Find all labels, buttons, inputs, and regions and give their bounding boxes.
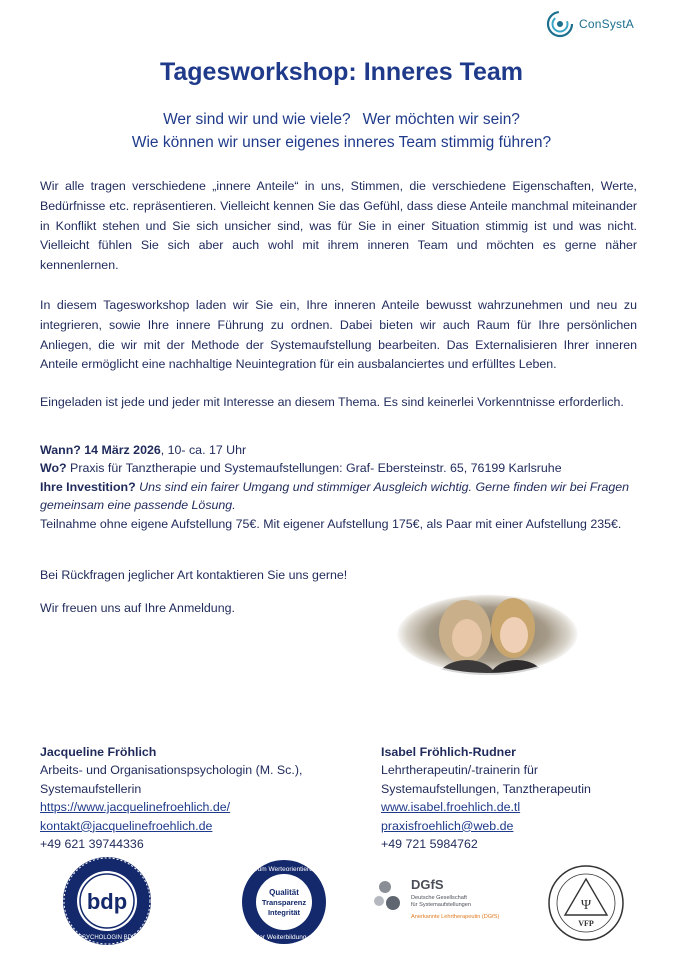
when-label: Wann? 14 März 2026	[40, 443, 161, 457]
subtitle-line-1	[0, 108, 683, 131]
email-link[interactable]: kontakt@jacquelinefroehlich.de	[40, 818, 213, 833]
where-line	[40, 459, 637, 477]
dgfs-abbreviation: DGfS	[411, 877, 444, 892]
event-info	[40, 441, 637, 533]
subtitle-question-1: Wer sind wir und wie viele?	[163, 111, 351, 128]
dgfs-name-line-1: Deutsche Gesellschaft	[411, 895, 467, 901]
contact-question: Bei Rückfragen jeglicher Art kontaktieren Sie uns gerne!	[40, 568, 348, 582]
website-link[interactable]: https://www.jacquelinefroehlich.de/	[40, 800, 231, 815]
contact-isabel	[381, 743, 671, 853]
investment-label: Ihre Investition?	[40, 479, 136, 494]
person-role: Lehrtherapeutin/-trainerin für	[381, 763, 539, 778]
bdp-seal-logo	[58, 855, 156, 947]
person-name: Jacqueline Fröhlich	[40, 745, 157, 759]
forum-seal-line-3: Integrität	[267, 908, 301, 917]
forum-seal-ring-top: Forum Werteorientierung	[247, 866, 321, 873]
forum-werteorientierung-seal	[238, 857, 330, 947]
workshop-paragraph: In diesem Tagesworkshop laden wir Sie ein, Ihre inneren Anteile bewusst wahrzunehmen und neu zu integrieren, sowie Ihre innere Führung zu ordnen. Dabei bieten wir auch Raum für Ihre persönlichen Anliegen, die wir mit der Methode der Systemaufstellung bearbeiten. Das Externalisieren Ihrer inneren Anteile ermöglicht eine nachhaltige Neuintegration für ein ausbalanciertes und erfülltes Leben.	[40, 298, 637, 372]
intro-paragraph: Wir alle tragen verschiedene „innere Anteile“ in uns, Stimmen, die verschiedene Eigenschaften, Werte, Bedürfnisse etc. repräsentieren. Vielleicht kennen Sie das Gefühl, dass diese Anteile manchmal miteinander in Konflikt stehen und Sie sich unsicher sind, was für Sie in einer Situation stimmig ist und was nicht. Vielleicht fühlen Sie sich aber auch wohl mit ihrem inneren Team und möchten es gerne näher kennenlernen.	[40, 179, 637, 273]
where-value: Praxis für Tanztherapie und Systemaufstellungen: Graf- Ebersteinstr. 65, 76199 Karlsruhe	[66, 461, 562, 476]
subtitle	[0, 108, 683, 154]
when-line	[40, 441, 637, 459]
where-label: Wo?	[40, 461, 67, 476]
forum-seal-ring-bottom: in der Weiterbildung e.V.	[248, 934, 320, 941]
dgfs-accreditation: Anerkannte Lehrtherapeutin (DGfS)	[411, 914, 500, 920]
forum-seal-line-1: Qualität	[269, 888, 299, 897]
phone-number: +49 621 39744336	[40, 837, 144, 852]
person-role: Arbeits- und Organisationspsychologin (M. Sc.),	[40, 763, 303, 778]
consysta-swirl-icon	[545, 10, 577, 38]
phone-number: +49 721 5984762	[381, 837, 478, 852]
forum-seal-line-2: Transparenz	[261, 898, 307, 907]
email-link[interactable]: praxisfroehlich@web.de	[381, 818, 514, 833]
dgfs-name-line-2: für Systemaufstellungen	[411, 902, 472, 908]
consysta-logo	[545, 10, 634, 38]
vfp-seal-text: VFP	[578, 919, 594, 928]
investment-value: Uns sind ein fairer Umgang und stimmiger Ausgleich wichtig. Gerne finden wir bei Fragen gemeinsam eine passende Lösung.	[40, 479, 630, 513]
investment-line	[40, 478, 637, 515]
trainers-photo	[395, 592, 580, 676]
fees-line: Teilnahme ohne eigene Aufstellung 75€. Mit eigener Aufstellung 175€, als Paar mit einer Aufstellung 235€.	[40, 516, 622, 531]
invitation-paragraph: Eingeladen ist jede und jeder mit Interesse an diesem Thema. Es sind keinerlei Vorkenntnisse erforderlich.	[40, 395, 624, 409]
consysta-brand-name: ConSystA	[579, 17, 634, 31]
bdp-seal-text: bdp	[86, 889, 128, 914]
when-value: , 10- ca. 17 Uhr	[160, 443, 247, 457]
psi-symbol: Ψ	[580, 898, 592, 913]
website-link[interactable]: www.isabel.froehlich.de.tl	[381, 800, 521, 815]
accreditation-logos	[0, 855, 683, 950]
thanks-text: Wir freuen uns auf Ihre Anmeldung.	[40, 601, 235, 615]
contact-jacqueline	[40, 743, 360, 853]
subtitle-line-2: Wie können wir unser eigenes inneres Team stimmig führen?	[131, 134, 552, 151]
bdp-seal-ring-text: PSYCHOLOGIN BDP	[77, 935, 137, 941]
person-role: Systemaufstellerin	[40, 781, 142, 796]
subtitle-question-2: Wer möchten wir sein?	[362, 111, 520, 128]
vfp-seal-logo	[545, 863, 627, 943]
person-name: Isabel Fröhlich-Rudner	[381, 745, 516, 759]
person-role: Systemaufstellungen, Tanztherapeutin	[381, 781, 591, 796]
dgfs-logo	[373, 873, 525, 928]
page-title: Tagesworkshop: Inneres Team	[159, 58, 524, 86]
